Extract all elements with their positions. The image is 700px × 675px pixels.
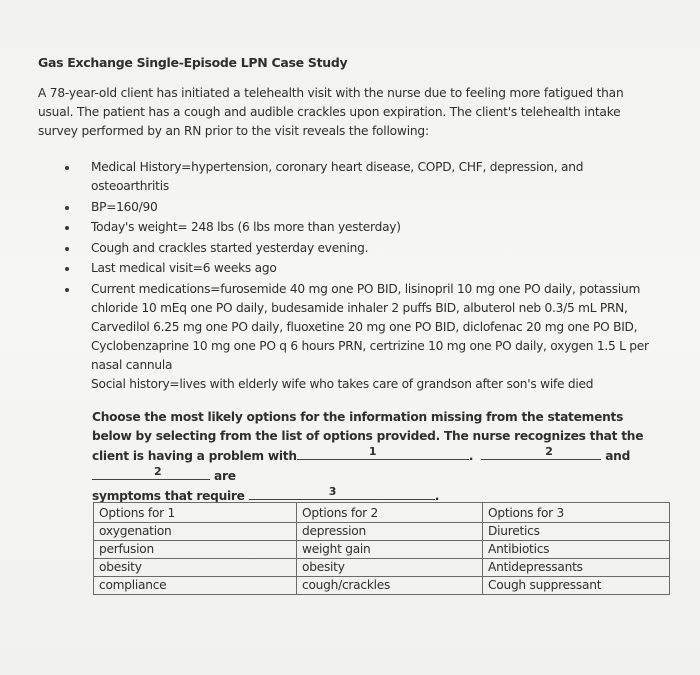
list-item: Current medications=furosemide 40 mg one PO BID, lisinopril 10 mg one PO daily, potassium chloride 10 mEq one PO daily, budesamide inhaler 2 puffs BID, albuterol neb 0.3/5 mL PRN, Carvedilol 6.25 mg one PO daily, fluoxetine 20 mg one PO BID, diclofenac 20 mg one PO BID, Cyclobenzaprine 10 mg one PO q 6 hours PRN, certrizine 10 mg one PO daily, oxygen 1.5 L per nasal cannula Social history=lives with elderly wife who takes care of grandson after son's wife died [60,280,660,394]
intake-survey-list [60,158,660,395]
case-intro-paragraph: A 78-year-old client has initiated a telehealth visit with the nurse due to feeling more fatigued than usual. The patient has a cough and audible crackles upon expiration. The client's telehealth intake survey performed by an RN prior to the visit reveals the following: [38,86,624,138]
column-header-options-3: Options for 3 [483,503,670,523]
options-table [93,502,670,595]
column-header-options-1: Options for 1 [94,503,297,523]
option-cell[interactable]: perfusion [94,541,297,559]
option-cell[interactable]: depression [297,523,483,541]
blank-1[interactable]: 1 [297,446,469,460]
table-row [94,577,670,595]
page-title: Gas Exchange Single-Episode LPN Case Study [38,55,348,70]
table-row [94,523,670,541]
list-item: Medical History=hypertension, coronary heart disease, COPD, CHF, depression, and osteoarthritis [60,158,660,196]
option-cell[interactable]: oxygenation [94,523,297,541]
table-header-row [94,503,670,523]
option-cell[interactable]: compliance [94,577,297,595]
social-history: Social history=lives with elderly wife who takes care of grandson after son's wife died [91,376,594,391]
bullet-icon [65,166,69,170]
blank-2a[interactable]: 2 [481,446,601,460]
table-row [94,541,670,559]
blank-2b[interactable]: 2 [92,466,210,480]
option-cell[interactable]: Diuretics [483,523,670,541]
bullet-icon [65,206,69,210]
option-cell[interactable]: obesity [297,559,483,577]
bullet-icon [65,247,69,251]
option-cell[interactable]: cough/crackles [297,577,483,595]
option-cell[interactable]: weight gain [297,541,483,559]
option-cell[interactable]: Antidepressants [483,559,670,577]
question-prompt: Choose the most likely options for the information missing from the statements below by selecting from the list of options provided. The nurse recognizes that the client is having a problem with 1 . 2 and 2 are symptoms that require 3 . [92,410,644,503]
option-cell[interactable]: Cough suppressant [483,577,670,595]
list-item: BP=160/90 [60,198,660,217]
list-item: Cough and crackles started yesterday evening. [60,239,660,258]
option-cell[interactable]: Antibiotics [483,541,670,559]
blank-3[interactable]: 3 [249,486,435,500]
table-row [94,559,670,577]
bullet-icon [65,226,69,230]
bullet-icon [65,288,69,292]
list-item: Last medical visit=6 weeks ago [60,259,660,278]
bullet-icon [65,267,69,271]
list-item: Today's weight= 248 lbs (6 lbs more than yesterday) [60,218,660,237]
option-cell[interactable]: obesity [94,559,297,577]
column-header-options-2: Options for 2 [297,503,483,523]
